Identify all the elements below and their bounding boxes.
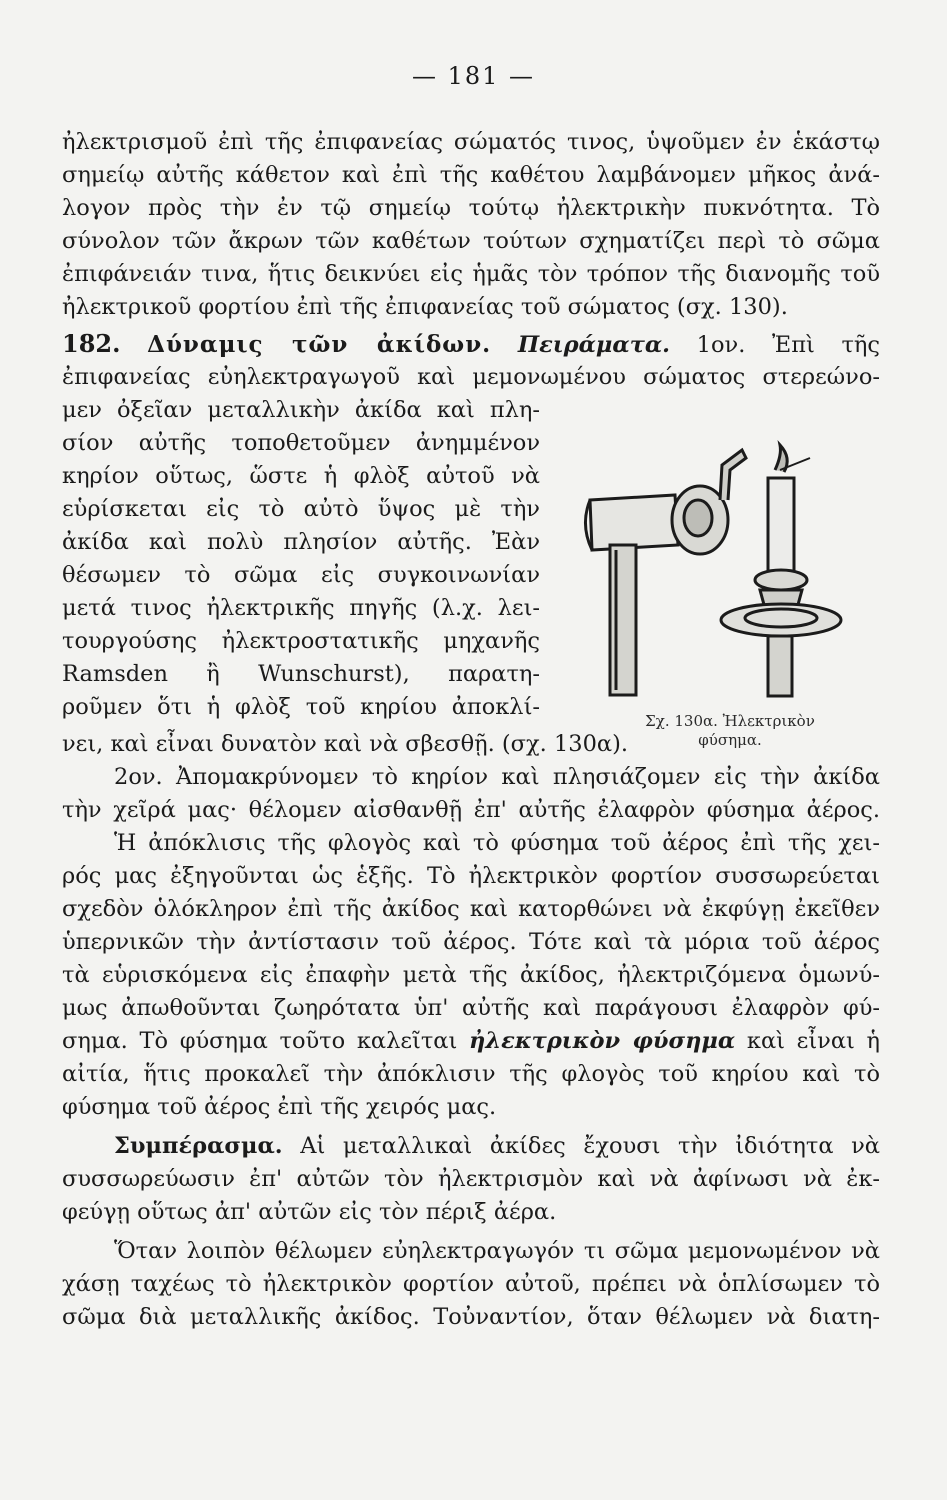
conclusion-label: Συμπέρασμα. [114,1133,283,1159]
text-line: ἠλεκτρικοῦ φορτίου ἐπὶ τῆς ἐπιφανείας τοῦ σώματος (σχ. 130). [62,294,788,320]
text-line: ἐπιφάνειάν τινα, ἥτις δεικνύει εἰς ἡμᾶς τὸν τρόπον τῆς διανομῆς τοῦ [62,261,880,287]
text-line: 2ον. Ἀπομακρύνομεν τὸ κηρίον καὶ πλησιάζομεν εἰς τὴν ἀκίδα [114,764,880,790]
text-line: συσσωρεύωσιν ἐπ' αὐτῶν τὸν ἠλεκτρισμὸν καὶ νὰ ἀφίνωσι νὰ ἐκ- [62,1166,880,1192]
text-line: τὰ εὑρισκόμενα εἰς ἐπαφὴν μετὰ τῆς ἀκίδος, ἠλεκτριζόμενα ὁμωνύ- [62,962,880,988]
section-title: Δύναμις τῶν ἀκίδων. [147,331,492,358]
page-number: — 181 — [411,62,536,90]
defined-term: ἠλεκτρικὸν φύσημα [469,1028,736,1054]
electric-wind-figure [570,440,890,710]
conductor-illustration [585,450,746,695]
text-line: νει, καὶ εἶναι δυνατὸν καὶ νὰ σβεσθῇ. (σχ. 130α). [62,731,629,757]
candle-illustration [721,445,841,696]
text-line: Ἡ ἀπόκλισις τῆς φλογὸς καὶ τὸ φύσημα τοῦ ἀέρος ἐπὶ τῆς χει- [114,830,880,856]
section-first-text: 1ον. Ἐπὶ τῆς [696,332,880,358]
text-line: φύσημα τοῦ ἀέρος ἐπὶ τῆς χειρός μας. [62,1094,497,1120]
text-line: τουργούσης ἠλεκτροστατικῆς μηχανῆς [62,628,540,654]
text-fragment: σημα. Τὸ φύσημα τοῦτο καλεῖται [62,1028,458,1054]
section-heading [62,330,880,359]
text-line: σῶμα διὰ μεταλλικῆς ἀκίδος. Τοὐναντίον, ὅταν θέλωμεν νὰ διατη- [62,1304,880,1330]
text-line: Ramsden ἢ Wunschurst), παρατη- [62,661,540,687]
section-number: 182. [62,329,121,358]
text-line: μετά τινος ἠλεκτρικῆς πηγῆς (λ.χ. λει- [62,595,540,621]
text-line: σίον αὐτῆς τοποθετοῦμεν ἀνημμένον [62,430,540,456]
figure-caption [580,712,880,750]
text-line: φεύγῃ οὕτως ἀπ' αὐτῶν εἰς τὸν πέριξ ἀέρα. [62,1199,557,1225]
conclusion-line [62,1132,880,1160]
text-line [62,1027,880,1055]
text-line: χάσῃ ταχέως τὸ ἠλεκτρικὸν φορτίον αὐτοῦ, πρέπει νὰ ὁπλίσωμεν τὸ [62,1271,880,1297]
text-fragment: Αἱ μεταλλικαὶ ἀκίδες ἔχουσι τὴν ἰδιότητα νὰ [300,1133,881,1159]
text-line: ροῦμεν ὅτι ἡ φλὸξ τοῦ κηρίου ἀποκλί- [62,694,540,720]
text-line: κηρίον οὕτως, ὥστε ἡ φλὸξ αὐτοῦ νὰ [62,463,540,489]
text-line: Ὅταν λοιπὸν θέλωμεν εὐηλεκτραγωγόν τι σῶμα μεμονωμένον νὰ [114,1238,880,1264]
text-line: εὑρίσκεται εἰς τὸ αὐτὸ ὕψος μὲ τὴν [62,496,540,522]
text-line: θέσωμεν τὸ σῶμα εἰς συγκοινωνίαν [62,562,540,588]
text-line: ἐπιφανείας εὐηλεκτραγωγοῦ καὶ μεμονωμένου σώματος στερεώνο- [62,364,880,390]
text-line: τὴν χεῖρά μας· θέλομεν αἰσθανθῇ ἐπ' αὐτῆς ἐλαφρὸν φύσημα ἀέρος. [62,797,880,823]
text-line: σημείῳ αὐτῆς κάθετον καὶ ἐπὶ τῆς καθέτου λαμβάνομεν μῆκος ἀνά- [62,162,880,188]
text-line: λογον πρὸς τὴν ἐν τῷ σημείῳ τούτῳ ἠλεκτρικὴν πυκνότητα. Τὸ [62,195,880,221]
text-line: ρός μας ἐξηγοῦνται ὡς ἑξῆς. Τὸ ἠλεκτρικὸν φορτίον συσσωρεύεται [62,863,880,889]
text-line: σχεδὸν ὁλόκληρον ἐπὶ τῆς ἀκίδος καὶ κατορθώνει νὰ ἐκφύγῃ ἐκεῖθεν [62,896,880,922]
text-line: ἠλεκτρισμοῦ ἐπὶ τῆς ἐπιφανείας σώματός τινος, ὑψοῦμεν ἐν ἑκάστῳ [62,129,880,155]
caption-line: Σχ. 130α. Ἠλεκτρικὸν [645,712,815,730]
text-line: σύνολον τῶν ἄκρων τῶν καθέτων τούτων σχηματίζει περὶ τὸ σῶμα [62,228,880,254]
text-line: μεν ὀξεῖαν μεταλλικὴν ἀκίδα καὶ πλη- [62,397,540,423]
caption-line: φύσημα. [698,731,762,749]
section-subtitle: Πειράματα. [517,332,670,358]
text-fragment: καὶ εἶναι ἡ [746,1028,881,1054]
text-line: μως ἀπωθοῦνται ζωηρότατα ὑπ' αὐτῆς καὶ παράγουσι ἐλαφρὸν φύ- [62,995,880,1021]
text-line: ἀκίδα καὶ πολὺ πλησίον αὐτῆς. Ἐὰν [62,529,540,555]
text-line: αἰτία, ἥτις προκαλεῖ τὴν ἀπόκλισιν τῆς φλογὸς τοῦ κηρίου καὶ τὸ [62,1061,880,1087]
text-line: ὑπερνικῶν τὴν ἀντίστασιν τοῦ ἀέρος. Τότε καὶ τὰ μόρια τοῦ ἀέρος [62,929,880,955]
